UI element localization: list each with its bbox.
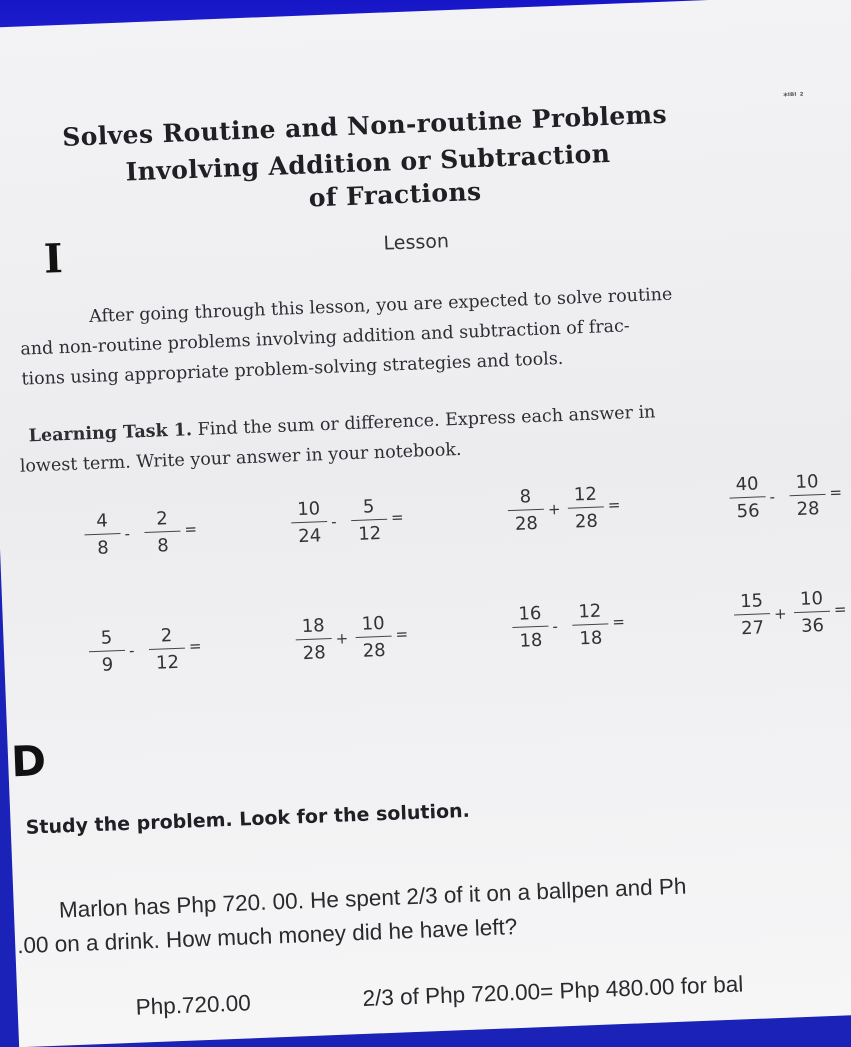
fraction-numerator: 12 [567, 484, 604, 508]
fraction-numerator: 2 [144, 509, 181, 533]
equals-sign: = [829, 483, 843, 502]
fraction-denominator: 24 [297, 525, 322, 548]
equals-sign: = [184, 520, 198, 539]
fraction-numerator: 15 [733, 591, 770, 615]
operator-sign: + [773, 604, 787, 623]
fraction-second [350, 497, 388, 545]
fraction-second [571, 601, 609, 649]
fraction-second [567, 484, 605, 532]
word-problem-line-2: .00 on a drink. How much money did he have left? [16, 914, 518, 959]
fraction-denominator: 27 [740, 617, 765, 640]
section-letter-d: D [10, 736, 47, 787]
operator-sign: - [330, 512, 337, 531]
fraction-numerator: 8 [507, 487, 544, 511]
fraction-first [88, 628, 126, 676]
operator-sign: - [769, 487, 776, 507]
corner-tag: *ᴵᴮᴵ ² [783, 91, 804, 103]
operator-sign: - [128, 641, 135, 660]
fraction-denominator: 18 [519, 629, 543, 652]
task-instruction: Find the sum or difference. Express each answer in [197, 402, 656, 440]
fraction-first [512, 604, 550, 652]
fraction-numerator: 16 [512, 604, 549, 628]
operator-sign: - [552, 617, 559, 636]
operator-sign: + [335, 629, 349, 648]
fraction-numerator: 18 [295, 616, 332, 640]
task-line-1 [28, 402, 655, 446]
solution-step: 2/3 of Php 720.00= Php 480.00 for bal [362, 971, 744, 1012]
fraction-numerator: 5 [350, 497, 387, 521]
fraction-second [789, 472, 827, 520]
fraction-second [144, 509, 182, 557]
equals-sign: = [607, 495, 621, 515]
fraction-first [507, 487, 545, 535]
operator-sign: - [124, 524, 131, 543]
equals-sign: = [188, 636, 202, 656]
fraction-first [295, 616, 333, 664]
fraction-first [729, 474, 767, 522]
fraction-numerator: 10 [789, 472, 826, 496]
fraction-numerator: 10 [355, 614, 392, 638]
fraction-first [733, 591, 771, 639]
fraction-denominator: 36 [800, 615, 825, 637]
lesson-label: Lesson [383, 230, 450, 255]
fraction-first [84, 511, 122, 559]
fraction-denominator: 28 [796, 498, 820, 520]
fraction-second [793, 589, 831, 637]
fraction-numerator: 12 [571, 601, 608, 625]
fraction-first [290, 499, 328, 547]
equals-sign: = [390, 508, 405, 527]
fraction-numerator: 40 [729, 474, 766, 498]
fraction-numerator: 10 [793, 589, 830, 613]
intro-line-3: tions using appropriate problem-solving strategies and tools. [21, 348, 564, 390]
fraction-numerator: 2 [148, 626, 185, 650]
title-line-2: Involving Addition or Subtraction [125, 138, 611, 187]
task-label: Learning Task 1. [28, 420, 193, 447]
solution-total: Php.720.00 [135, 990, 252, 1020]
operator-sign: + [547, 500, 561, 519]
word-problem-line-1: Marlon has Php 720. 00. He spent 2/3 of it on a ballpen and Ph [58, 873, 687, 923]
title-line-3: of Fractions [308, 176, 483, 213]
study-instruction: Study the problem. Look for the solution. [25, 799, 471, 839]
equals-sign: = [611, 612, 626, 632]
section-letter-i: I [43, 235, 64, 283]
fraction-denominator: 8 [156, 535, 170, 557]
fraction-denominator: 28 [302, 642, 327, 665]
equals-sign: = [833, 600, 847, 619]
fraction-denominator: 18 [579, 627, 603, 650]
fraction-numerator: 4 [84, 511, 121, 535]
task-line-2: lowest term. Write your answer in your notebook. [19, 439, 462, 477]
fraction-second [355, 614, 393, 662]
intro-line-2: and non-routine problems involving addition and subtraction of frac- [19, 316, 631, 360]
fraction-numerator: 10 [290, 499, 327, 523]
fraction-denominator: 8 [96, 537, 110, 559]
fraction-denominator: 56 [736, 500, 760, 523]
fraction-second [148, 626, 186, 674]
fraction-denominator: 12 [155, 651, 180, 674]
fraction-denominator: 12 [357, 522, 382, 545]
fraction-denominator: 28 [362, 639, 387, 662]
fraction-denominator: 28 [514, 512, 539, 535]
equals-sign: = [395, 625, 409, 644]
fraction-denominator: 28 [574, 510, 599, 533]
fraction-numerator: 5 [88, 628, 125, 652]
fraction-denominator: 9 [101, 654, 114, 676]
title-line-1: Solves Routine and Non-routine Problems [61, 99, 668, 152]
intro-line-1: After going through this lesson, you are expected to solve routine [88, 284, 673, 328]
